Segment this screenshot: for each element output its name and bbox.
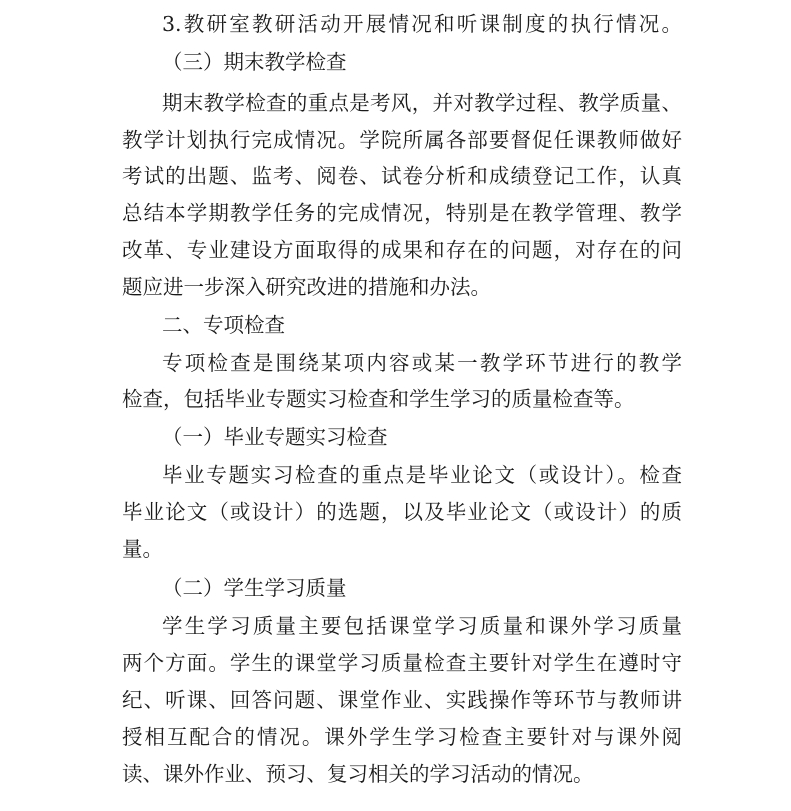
- paragraph-line: 两个方面。学生的课堂学习质量检查主要针对学生在遵时守: [122, 651, 682, 675]
- heading-student-learning-quality: （二）学生学习质量: [162, 576, 347, 600]
- paragraph-line: 授相互配合的情况。课外学生学习检查主要针对与课外阅: [122, 725, 682, 749]
- list-item-3: 3.教研室教研活动开展情况和听课制度的执行情况。: [162, 12, 682, 36]
- heading-graduation-practice-check: （一）毕业专题实习检查: [162, 425, 388, 449]
- paragraph-line: 毕业专题实习检查的重点是毕业论文（或设计）。检查: [162, 463, 682, 487]
- paragraph-line: 量。: [122, 537, 163, 561]
- paragraph-line: 学生学习质量主要包括课堂学习质量和课外学习质量: [162, 614, 682, 638]
- paragraph-line: 教学计划执行完成情况。学院所属各部要督促任课教师做好: [122, 128, 682, 152]
- paragraph-line: 检查，包括毕业专题实习检查和学生学习的质量检查等。: [122, 387, 635, 411]
- heading-final-exam-check: （三）期末教学检查: [162, 50, 347, 74]
- paragraph-line: 考试的出题、监考、阅卷、试卷分析和成绩登记工作，认真: [122, 164, 682, 188]
- paragraph-line: 纪、听课、回答问题、课堂作业、实践操作等环节与教师讲: [122, 688, 682, 712]
- paragraph-line: 期末教学检查的重点是考风，并对教学过程、教学质量、: [162, 91, 682, 115]
- paragraph-line: 毕业论文（或设计）的选题，以及毕业论文（或设计）的质: [122, 500, 682, 524]
- heading-special-check: 二、专项检查: [162, 313, 285, 337]
- paragraph-line: 专项检查是围绕某项内容或某一教学环节进行的教学: [162, 351, 682, 375]
- paragraph-line: 读、课外作业、预习、复习相关的学习活动的情况。: [122, 762, 594, 786]
- paragraph-line: 题应进一步深入研究改进的措施和办法。: [122, 275, 491, 299]
- paragraph-line: 总结本学期教学任务的完成情况，特别是在教学管理、教学: [122, 201, 682, 225]
- paragraph-line: 改革、专业建设方面取得的成果和存在的问题，对存在的问: [122, 238, 682, 262]
